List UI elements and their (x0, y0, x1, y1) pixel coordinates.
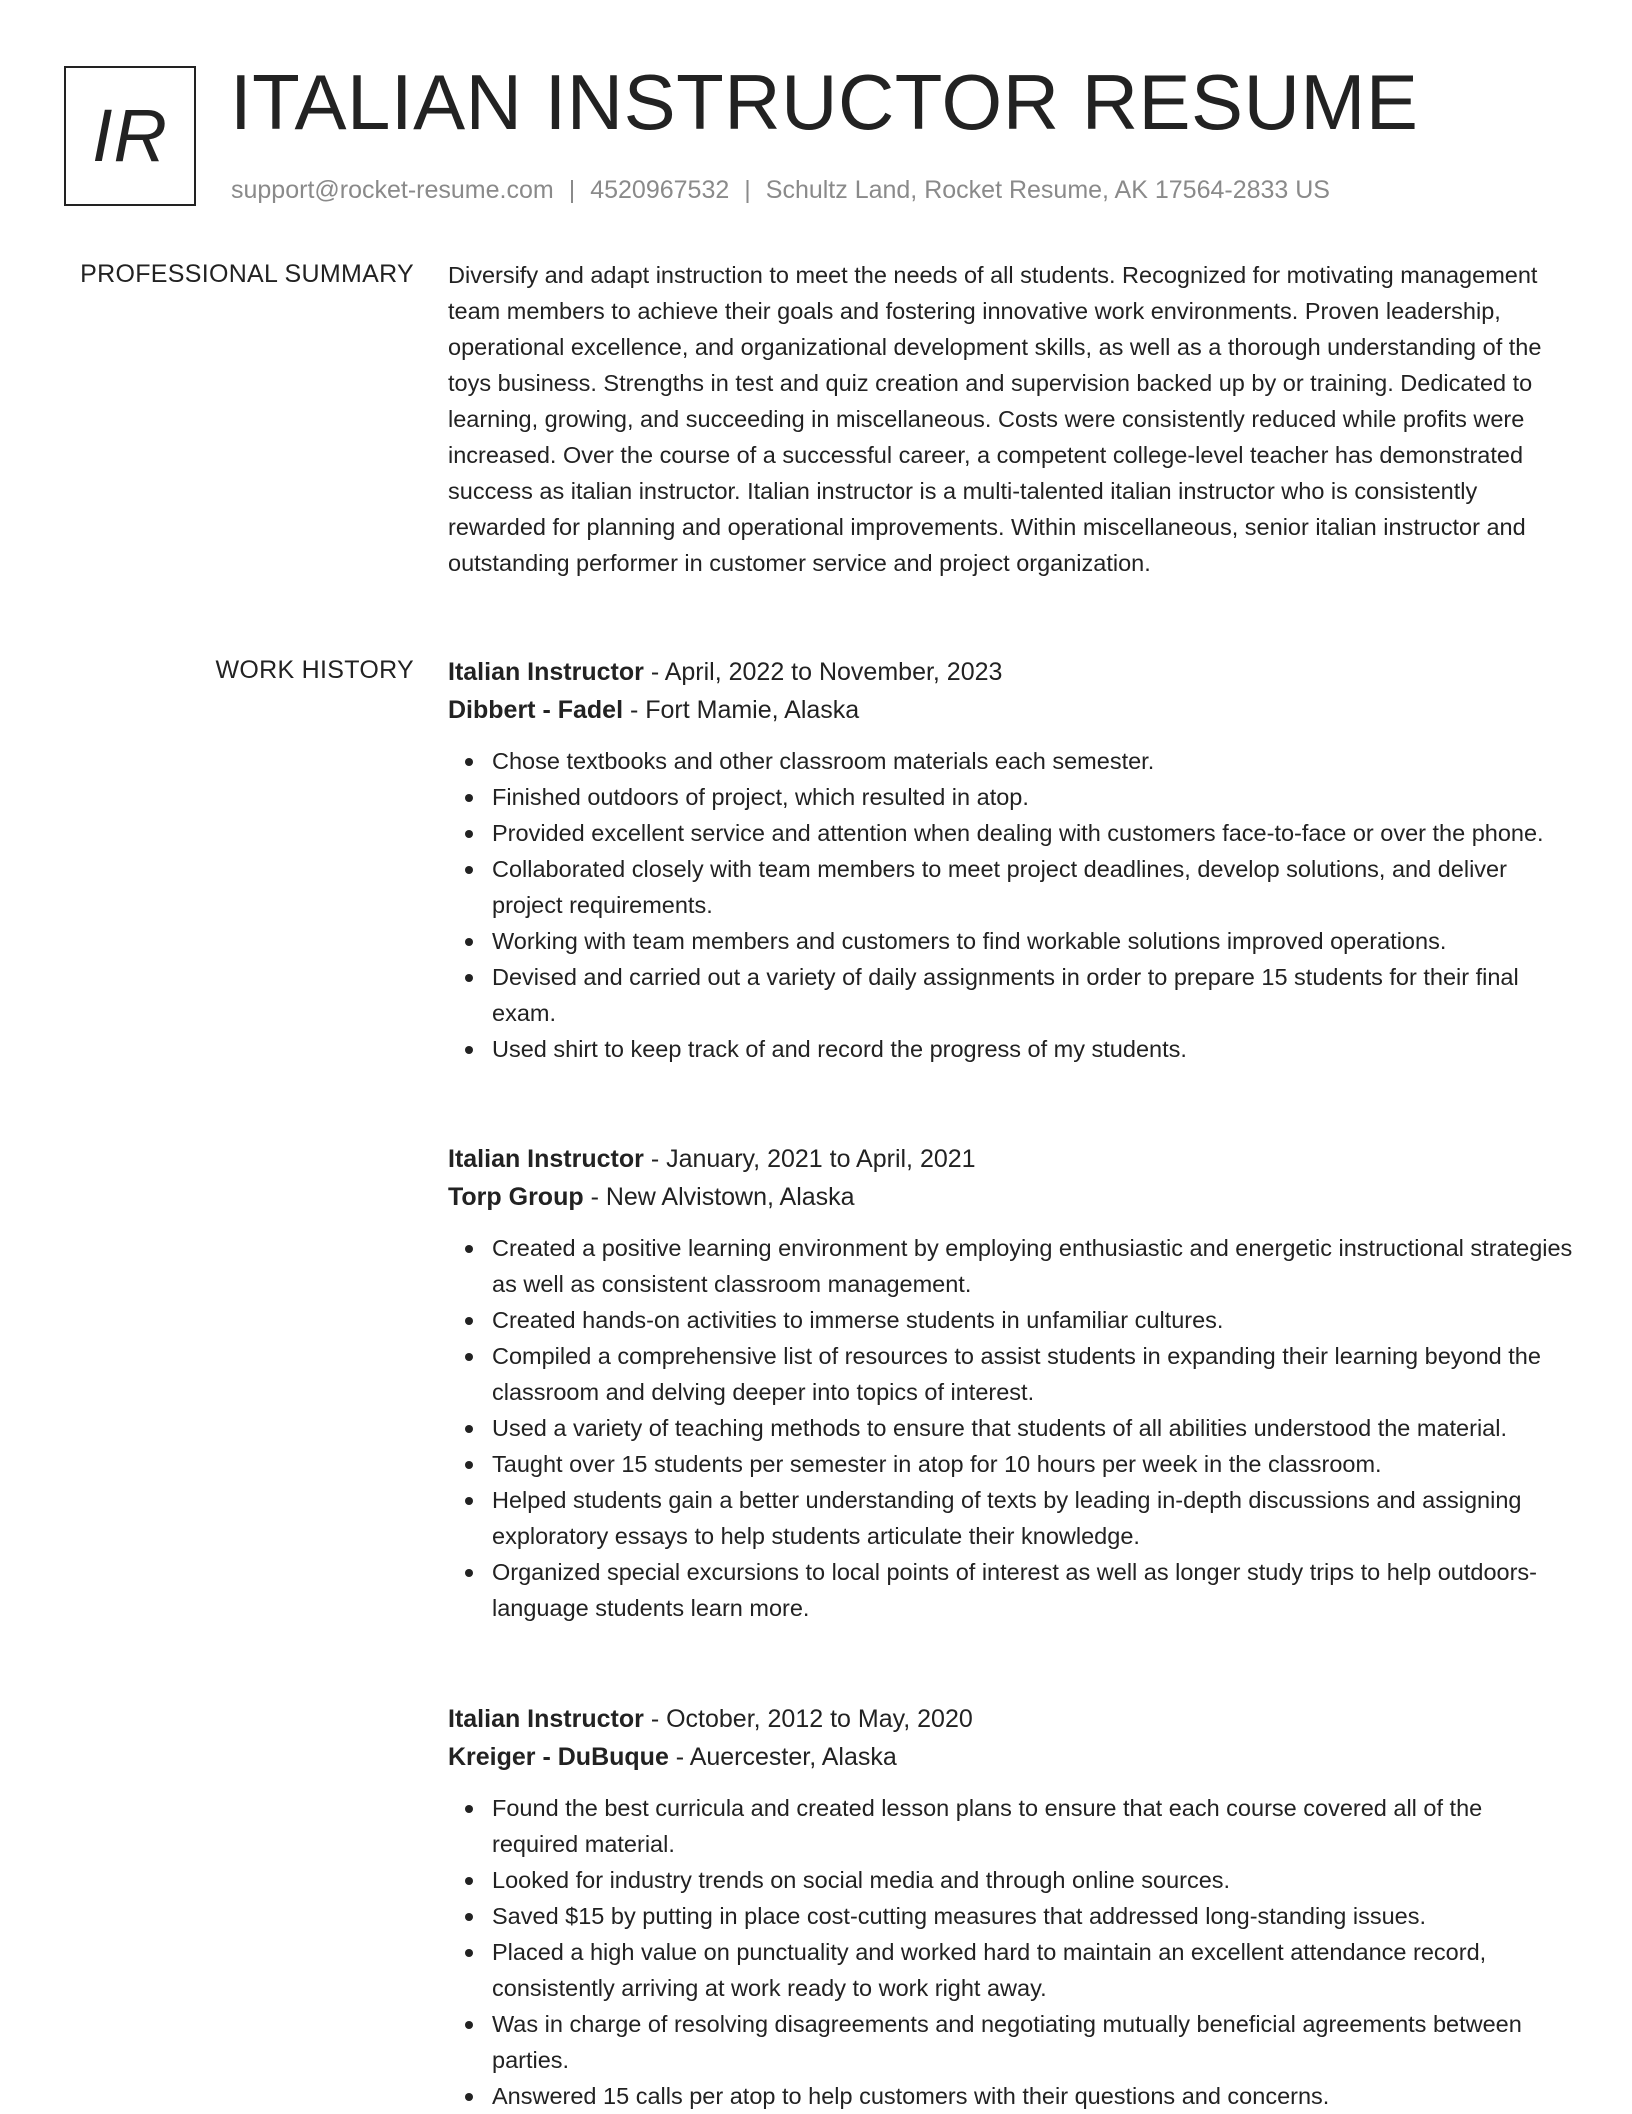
contact-address: Schultz Land, Rocket Resume, AK 17564-2833 US (765, 176, 1330, 204)
job-dates: - January, 2021 to April, 2021 (643, 1145, 976, 1173)
resume-title: ITALIAN INSTRUCTOR RESUME (230, 58, 1419, 146)
job-duty: Collaborated closely with team members to meet project deadlines, develop solutions, and deliver project requirements. (492, 851, 1573, 923)
job-entry (448, 1140, 1573, 1626)
job-title-line (448, 1140, 1573, 1178)
job-duty: Provided excellent service and attention when dealing with customers face-to-face or over the phone. (492, 815, 1573, 851)
job-duty: Used shirt to keep track of and record the progress of my students. (492, 1031, 1573, 1067)
job-duty: Organized special excursions to local points of interest as well as longer study trips to help outdoors-language students learn more. (492, 1554, 1573, 1626)
contact-email[interactable]: support@rocket-resume.com (231, 176, 554, 204)
job-duty: Taught over 15 students per semester in atop for 10 hours per week in the classroom. (492, 1446, 1573, 1482)
job-duty: Finished outdoors of project, which resulted in atop. (492, 779, 1573, 815)
job-title-line (448, 653, 1573, 691)
job-entry (448, 1700, 1573, 2114)
job-dates: - April, 2022 to November, 2023 (643, 658, 1003, 686)
work-history-heading: WORK HISTORY (215, 656, 414, 684)
summary-text: Diversify and adapt instruction to meet the needs of all students. Recognized for motivating management team members to achieve their goals and fostering innovative work environments. Proven leadership, operational excellence, and organizational development skills, as well as a thorough understanding of the toys business. Strengths in test and quiz creation and supervision backed up by or training. Dedicated to learning, growing, and succeeding in miscellaneous. Costs were consistently reduced while profits were increased. Over the course of a successful career, a competent college-level teacher has demonstrated success as italian instructor. Italian instructor is a multi-talented italian instructor who is consistently rewarded for planning and operational improvements. Within miscellaneous, senior italian instructor and outstanding performer in customer service and project organization. (448, 262, 1542, 576)
job-duty: Answered 15 calls per atop to help customers with their questions and concerns. (492, 2078, 1573, 2114)
job-company: Dibbert - Fadel (448, 696, 624, 724)
job-duty: Devised and carried out a variety of daily assignments in order to prepare 15 students for their final exam. (492, 959, 1573, 1031)
job-duty: Placed a high value on punctuality and worked hard to maintain an excellent attendance record, consistently arriving at work ready to work right away. (492, 1934, 1573, 2006)
job-location: - Fort Mamie, Alaska (623, 696, 860, 724)
summary-heading: PROFESSIONAL SUMMARY (80, 260, 414, 288)
job-entry (448, 653, 1573, 1067)
job-title: Italian Instructor (448, 1705, 644, 1733)
contact-line (231, 174, 1330, 206)
job-company: Torp Group (448, 1183, 584, 1211)
job-duty: Used a variety of teaching methods to ensure that students of all abilities understood the material. (492, 1410, 1573, 1446)
contact-phone[interactable]: 4520967532 (590, 176, 730, 204)
job-duties-list (448, 743, 1573, 1067)
monogram-badge (64, 66, 196, 206)
job-location: - New Alvistown, Alaska (583, 1183, 855, 1211)
job-employer-line (448, 1178, 1573, 1216)
job-title-line (448, 1700, 1573, 1738)
job-duty: Created hands-on activities to immerse students in unfamiliar cultures. (492, 1302, 1573, 1338)
summary-body (448, 257, 1573, 581)
contact-separator: | (568, 176, 576, 204)
job-duty: Compiled a comprehensive list of resources to assist students in expanding their learning beyond the classroom and delving deeper into topics of interest. (492, 1338, 1573, 1410)
job-duty: Created a positive learning environment by employing enthusiastic and energetic instructional strategies as well as consistent classroom management. (492, 1230, 1573, 1302)
job-duty: Working with team members and customers to find workable solutions improved operations. (492, 923, 1573, 959)
job-employer-line (448, 1738, 1573, 1776)
monogram-initials: IR (92, 94, 168, 177)
job-duty: Chose textbooks and other classroom materials each semester. (492, 743, 1573, 779)
job-employer-line (448, 691, 1573, 729)
job-duty: Was in charge of resolving disagreements and negotiating mutually beneficial agreements between parties. (492, 2006, 1573, 2078)
job-title: Italian Instructor (448, 1145, 644, 1173)
job-duties-list (448, 1790, 1573, 2114)
job-duties-list (448, 1230, 1573, 1626)
job-company: Kreiger - DuBuque (448, 1743, 669, 1771)
job-duty: Helped students gain a better understanding of texts by leading in-depth discussions and assigning exploratory essays to help students articulate their knowledge. (492, 1482, 1573, 1554)
contact-separator: | (744, 176, 751, 204)
job-duty: Looked for industry trends on social media and through online sources. (492, 1862, 1573, 1898)
job-dates: - October, 2012 to May, 2020 (643, 1705, 973, 1733)
job-duty: Saved $15 by putting in place cost-cutting measures that addressed long-standing issues. (492, 1898, 1573, 1934)
job-title: Italian Instructor (448, 658, 644, 686)
job-location: - Auercester, Alaska (668, 1743, 897, 1771)
job-duty: Found the best curricula and created lesson plans to ensure that each course covered all of the required material. (492, 1790, 1573, 1862)
